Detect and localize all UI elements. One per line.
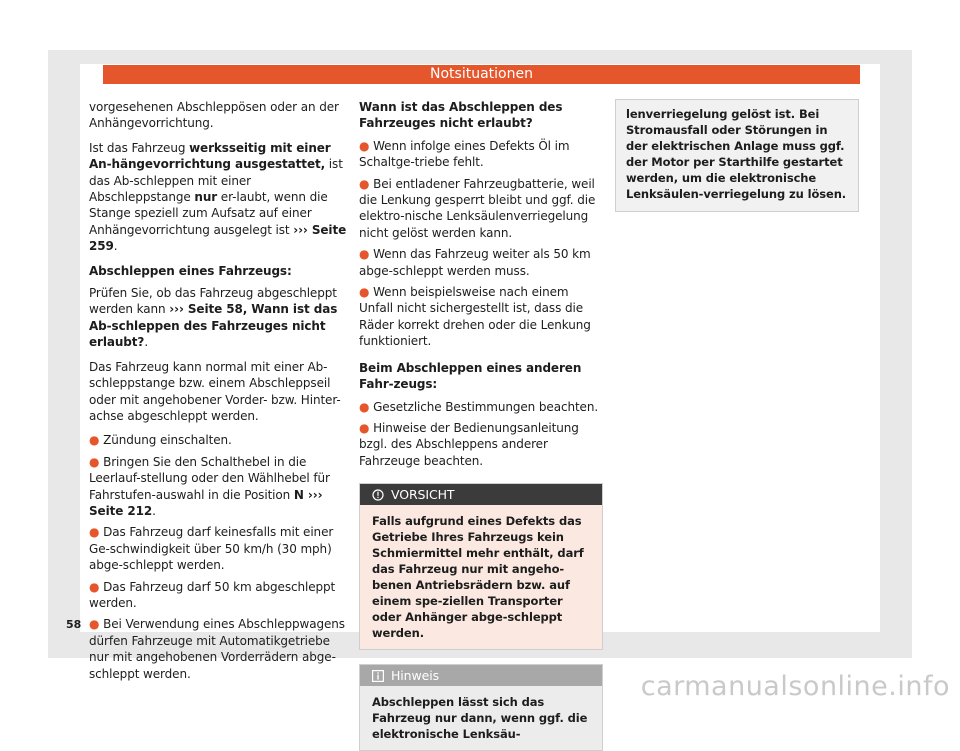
bullet-icon: ● [89, 454, 100, 469]
column-middle [359, 99, 603, 751]
list-item: ● Bei entladener Fahrzeugbatterie, weil die Lenkung gesperrt bleibt und ggf. die elektro-nische Lenksäulenverriegelung nicht gelöst werden kann. [359, 176, 596, 240]
note-header [360, 665, 602, 686]
caution-header [360, 484, 602, 505]
bullet-icon: ● [89, 579, 100, 594]
paragraph: Das Fahrzeug kann normal mit einer Ab-schleppstange bzw. einem Abschleppseil oder mit angehobener Vorder- bzw. Hinter-achse abgeschleppt werden. [89, 359, 341, 423]
bullet-icon: ● [359, 176, 370, 191]
bullet-icon: ● [89, 617, 100, 632]
page-reference-link[interactable]: N ››› Seite 212 [89, 487, 323, 518]
warning-circle-icon [372, 489, 384, 501]
info-icon [372, 670, 384, 682]
caution-box [359, 483, 603, 650]
paragraph: Ist das Fahrzeug werksseitig mit einer An-hängevorrichtung ausgestattet, ist das Ab-schleppen mit einer Abschleppstange nur er-laubt, wenn die Stange speziell zum Aufsatz auf einer Anhängevorrichtung ausgelegt ist ››› Seite 259. [89, 140, 347, 254]
caution-text: Falls aufgrund eines Defekts das Getriebe Ihres Fahrzeugs kein Schmiermittel mehr enthält, darf das Fahrzeug nur mit angeho-benen Antriebsrädern bzw. auf einem spe-ziellen Transporter oder Anhänger abge-schleppt werden. [360, 505, 602, 649]
list-item: ● Hinweise der Bedienungsanleitung bzgl. des Abschleppens anderer Fahrzeuge beachten. [359, 420, 579, 468]
page-reference-link[interactable]: ››› Seite 259 [89, 222, 347, 254]
column-right [615, 99, 859, 212]
bullet-icon: ● [359, 399, 370, 414]
section-header [103, 65, 860, 84]
list-item: ● Gesetzliche Bestimmungen beachten. [359, 399, 599, 414]
bullet-icon: ● [89, 433, 100, 448]
paragraph: Prüfen Sie, ob das Fahrzeug abgeschleppt werden kann ››› Seite 58, Wann ist das Ab-schleppen des Fahrzeuges nicht erlaubt?. [89, 286, 338, 350]
section-title: Notsituationen [430, 66, 533, 82]
note-text: Abschleppen lässt sich das Fahrzeug nur dann, wenn ggf. die elektronische Lenksäu- [360, 686, 602, 750]
watermark: carmanualsonline.info [640, 671, 950, 702]
paragraph: vorgesehenen Abschleppösen oder an der Anhängevorrichtung. [89, 100, 339, 131]
subheading: Abschleppen eines Fahrzeugs: [89, 263, 292, 278]
list-item: ● Wenn beispielsweise nach einem Unfall nicht sichergestellt ist, dass die Räder korrekt drehen oder die Lenkung funktioniert. [359, 285, 591, 349]
list-item: ● Wenn infolge eines Defekts Öl im Schaltge-triebe fehlt. [359, 138, 570, 170]
list-item: ● Wenn das Fahrzeug weiter als 50 km abge-schleppt werden muss. [359, 247, 591, 278]
note-continuation: lenverriegelung gelöst ist. Bei Stromausfall oder Störungen in der elektrischen Anlage muss ggf. der Motor per Starthilfe gestartet werden, um die elektronische Lenksäulen-verriegelung zu lösen. [615, 99, 859, 212]
bullet-icon: ● [359, 247, 370, 262]
bullet-icon: ● [89, 525, 100, 540]
list-item: ● Zündung einschalten. [89, 433, 232, 448]
note-box [359, 664, 603, 751]
subheading: Beim Abschleppen eines anderen Fahr-zeugs: [359, 360, 582, 392]
page-reference-link[interactable]: ››› Seite 58, Wann ist das Ab-schleppen des Fahrzeuges nicht erlaubt? [89, 302, 338, 350]
bullet-icon: ● [359, 420, 370, 435]
list-item: ● Das Fahrzeug darf keinesfalls mit einer Ge-schwindigkeit über 50 km/h (30 mph) abge-schleppt werden. [89, 525, 334, 573]
page-number: 58 [66, 618, 82, 631]
bullet-icon: ● [359, 285, 370, 300]
subheading: Wann ist das Abschleppen des Fahrzeuges nicht erlaubt? [359, 100, 563, 131]
list-item: ● Bei Verwendung eines Abschleppwagens dürfen Fahrzeuge mit Automatikgetriebe nur mit angehobenen Vorderrädern abge-schleppt werden. [89, 617, 345, 681]
bullet-icon: ● [359, 138, 370, 153]
note-title: Hinweis [391, 668, 439, 684]
column-left [89, 99, 347, 687]
list-item: ● Bringen Sie den Schalthebel in die Leerlauf-stellung oder den Wählhebel für Fahrstufen-auswahl in die Position N ››› Seite 212. [89, 454, 330, 518]
caution-title: VORSICHT [391, 487, 455, 503]
list-item: ● Das Fahrzeug darf 50 km abgeschleppt werden. [89, 579, 336, 610]
